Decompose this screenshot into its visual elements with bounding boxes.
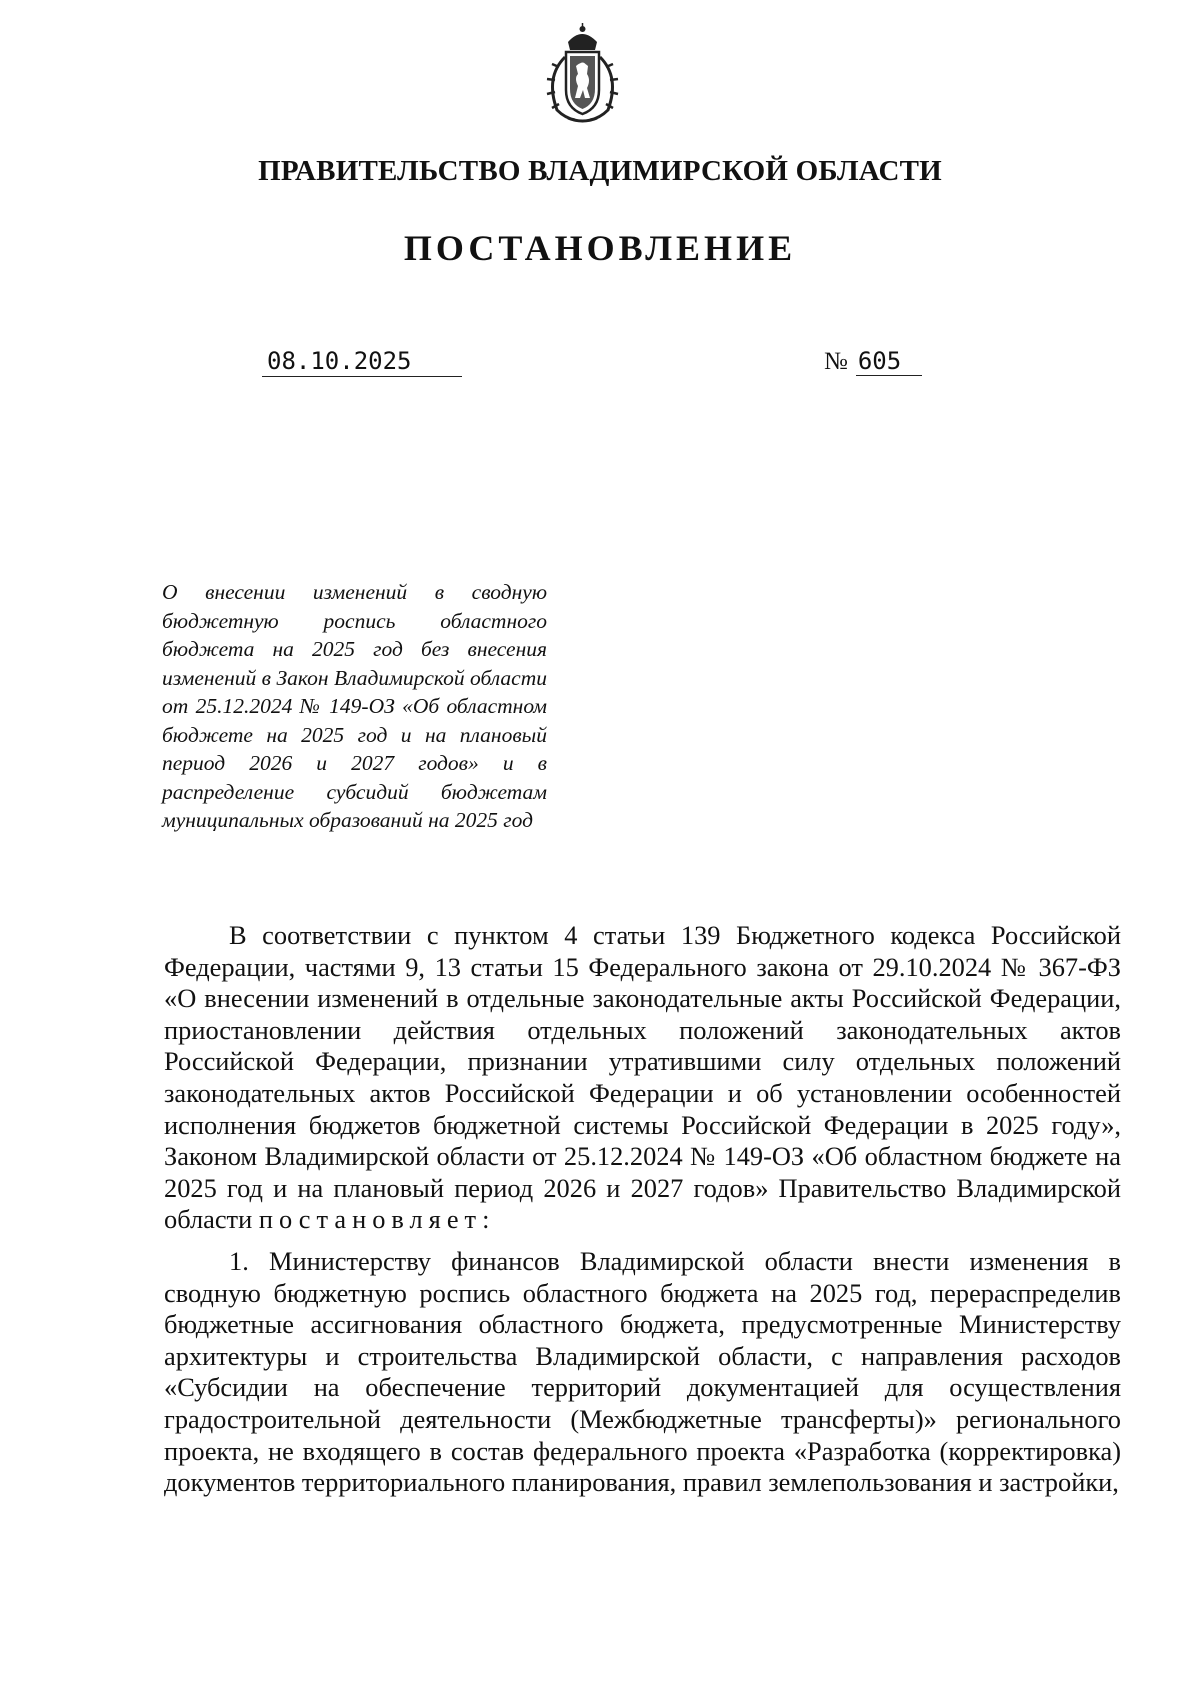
document-subject: О внесении изменений в сводную бюджетную роспись областного бюджета на 2025 год без внесения изменений в Закон Владимирской области от 25.12.2024 № 149-ОЗ «Об областном бюджете на 2025 год и на плановый период 2026 и 2027 годов» и в распределение субсидий бюджетам муниципальных образований на 2025 год — [162, 580, 547, 832]
coat-of-arms-emblem — [535, 22, 630, 127]
preamble-text: В соответствии с пунктом 4 статьи 139 Бюджетного кодекса Российской Федерации, частями 9, 13 статьи 15 Федерального закона от 29.10.2024 № 367-ФЗ «О внесении изменений в отдельные законодательные акты Российской Федерации, приостановлении действия отдельных положений законодательных актов Российской Федерации, признании утратившими силу отдельных положений законодательных актов Российской Федерации и об установлении особенностей исполнения бюджетов бюджетной системы Российской Федерации в 2025 году», Законом Владимирской области от 25.12.2024 № 149-ОЗ «Об областном бюджете на 2025 год и на плановый период 2026 и 2027 годов» Правительство Владимирской области — [164, 920, 1121, 1235]
item-1-paragraph: 1. Министерству финансов Владимирской области внести изменения в сводную бюджетную роспись областного бюджета на 2025 год, перераспределив бюджетные ассигнования областного бюджета, предусмотренные Министерству архитектуры и строительства Владимирской области, с направления расходов «Субсидии на обеспечение территорий документацией для осуществления градостроительной деятельности (Межбюджетные трансферты)» регионального проекта, не входящего в состав федерального проекта «Разработка (корректировка) документов территориального планирования, правил землепользования и застройки, — [164, 1245, 1121, 1498]
document-body — [164, 920, 1121, 1499]
number-sign: № — [824, 348, 848, 375]
government-title: ПРАВИТЕЛЬСТВО ВЛАДИМИРСКОЙ ОБЛАСТИ — [258, 155, 942, 187]
resolves-word: постановляет: — [258, 1204, 496, 1235]
document-type-title: ПОСТАНОВЛЕНИЕ — [403, 228, 797, 268]
document-date: 08.10.2025 — [262, 347, 462, 377]
document-number — [824, 347, 922, 376]
preamble-paragraph — [164, 920, 1121, 1236]
number-value: 605 — [856, 347, 922, 376]
